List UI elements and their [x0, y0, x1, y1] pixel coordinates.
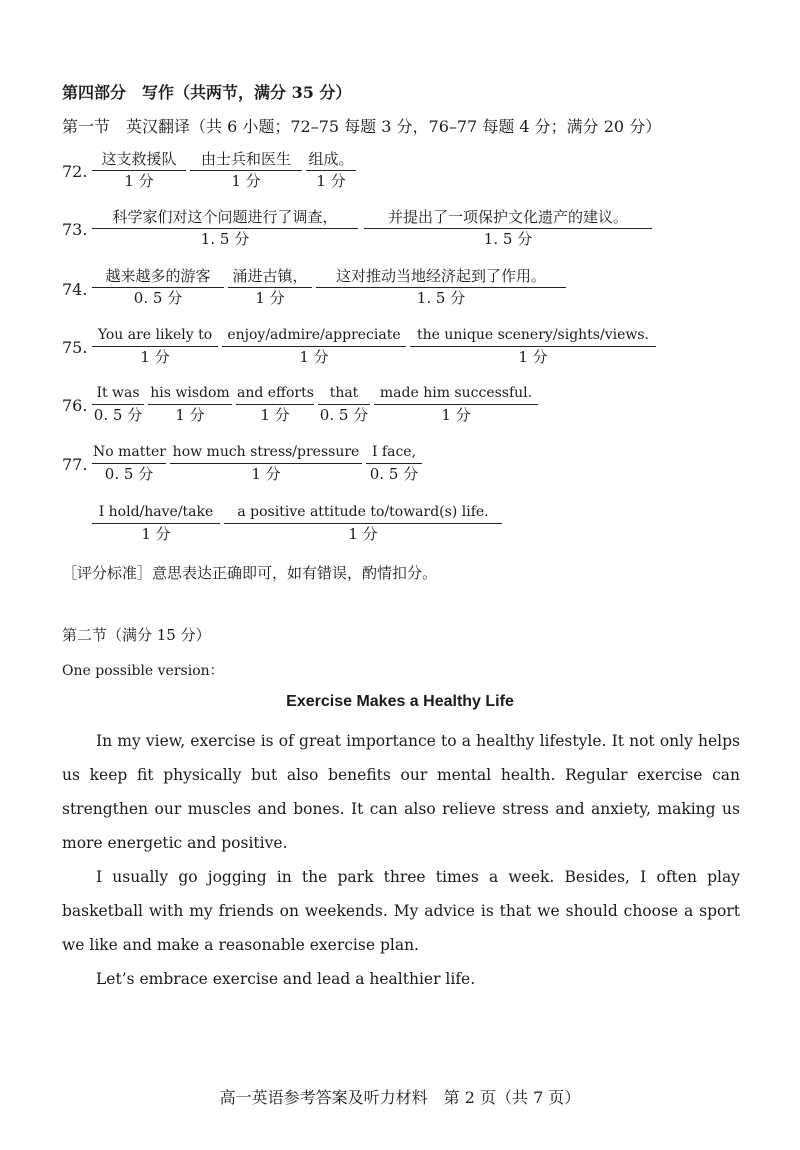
- segment-score: 0. 5 分: [369, 465, 419, 483]
- segment-score: 1 分: [124, 172, 154, 190]
- segment-score: 1. 5 分: [416, 289, 466, 307]
- segment-score: 1. 5 分: [200, 230, 250, 248]
- grading-criteria: ［评分标准］意思表达正确即可，如有错误，酌情扣分。: [62, 564, 438, 582]
- segment-score: 0. 5 分: [93, 406, 143, 424]
- question-number: 72.: [62, 162, 88, 181]
- answer-segment: [92, 443, 166, 485]
- segment-score: 1 分: [518, 348, 548, 366]
- segment-text: 这支救援队: [92, 150, 186, 171]
- segment-text: It was: [92, 384, 144, 405]
- answer-segment: [410, 326, 656, 368]
- answer-segment: [236, 384, 314, 426]
- answer-segment: [306, 150, 356, 192]
- segment-text: 越来越多的游客: [92, 267, 224, 288]
- page-footer: 高一英语参考答案及听力材料 第 2 页（共 7 页）: [219, 1088, 581, 1107]
- answer-segment: [148, 384, 232, 426]
- segment-text: I hold/have/take: [92, 503, 220, 524]
- answer-segment: [190, 150, 302, 192]
- essay-paragraph: Let’s embrace exercise and lead a healthier life.: [96, 970, 476, 988]
- question-number: 77.: [62, 455, 88, 474]
- segment-text: 由士兵和医生: [190, 150, 302, 171]
- segment-score: 1 分: [316, 172, 346, 190]
- segment-text: 组成。: [306, 150, 356, 171]
- segment-text: 涌进古镇，: [228, 267, 312, 288]
- segment-score: 1 分: [260, 406, 290, 424]
- answer-segment: [364, 208, 652, 250]
- segment-score: 1 分: [175, 406, 205, 424]
- essay-paragraph: I usually go jogging in the park three times a week. Besides, I often play basketball with my friends on weekends. My advice is that we should choose a sport we like and make a reasonable exercise plan.: [62, 868, 740, 954]
- answer-segment: [374, 384, 538, 426]
- answer-segment: [92, 150, 186, 192]
- segment-score: 1 分: [231, 172, 261, 190]
- segment-score: 1 分: [348, 525, 378, 543]
- answer-segment: [92, 326, 218, 368]
- segment-text: a positive attitude to/toward(s) life.: [224, 503, 502, 524]
- part-title: 第四部分 写作（共两节，满分 35 分）: [62, 83, 352, 102]
- section2-title: 第二节（满分 15 分）: [62, 626, 211, 644]
- answer-segment: [92, 503, 220, 545]
- answer-segment: [92, 384, 144, 426]
- essay-title: Exercise Makes a Healthy Life: [286, 693, 514, 710]
- segment-text: enjoy/admire/appreciate: [222, 326, 406, 347]
- question-number: 75.: [62, 338, 88, 357]
- question-number: 76.: [62, 396, 88, 415]
- segment-text: and efforts: [236, 384, 314, 405]
- segment-text: You are likely to: [92, 326, 218, 347]
- segment-text: I face,: [366, 443, 422, 464]
- segment-text: No matter: [92, 443, 166, 464]
- question-number: 73.: [62, 220, 88, 239]
- answer-segment: [92, 208, 358, 250]
- segment-score: 1. 5 分: [483, 230, 533, 248]
- answer-segment: [92, 267, 224, 309]
- segment-text: the unique scenery/sights/views.: [410, 326, 656, 347]
- segment-score: 1 分: [251, 465, 281, 483]
- section2-subtitle: One possible version：: [62, 663, 224, 679]
- section1-title: 第一节 英汉翻译（共 6 小题；72–75 每题 3 分，76–77 每题 4 分；满分 20 分）: [62, 117, 662, 136]
- segment-text: his wisdom: [148, 384, 232, 405]
- segment-score: 0. 5 分: [104, 465, 154, 483]
- segment-text: 这对推动当地经济起到了作用。: [316, 267, 566, 288]
- answer-segment: [318, 384, 370, 426]
- answer-segment: [224, 503, 502, 545]
- segment-score: 1 分: [140, 348, 170, 366]
- segment-score: 1 分: [299, 348, 329, 366]
- essay-paragraph: In my view, exercise is of great importance to a healthy lifestyle. It not only helps us keep fit physically but also benefits our mental health. Regular exercise can strengthen our muscles and bones. It can also relieve stress and anxiety, making us more energetic and positive.: [62, 732, 740, 852]
- essay-body: [62, 724, 740, 996]
- segment-score: 1 分: [255, 289, 285, 307]
- segment-score: 0. 5 分: [133, 289, 183, 307]
- segment-text: made him successful.: [374, 384, 538, 405]
- answer-segment: [170, 443, 362, 485]
- answer-segment: [222, 326, 406, 368]
- answer-segment: [366, 443, 422, 485]
- segment-score: 1 分: [141, 525, 171, 543]
- question-number: 74.: [62, 280, 88, 299]
- segment-text: 科学家们对这个问题进行了调查，: [92, 208, 358, 229]
- segment-score: 1 分: [441, 406, 471, 424]
- segment-score: 0. 5 分: [319, 406, 369, 424]
- answer-segment: [316, 267, 566, 309]
- answer-segment: [228, 267, 312, 309]
- segment-text: 并提出了一项保护文化遗产的建议。: [364, 208, 652, 229]
- segment-text: how much stress/pressure: [170, 443, 362, 464]
- segment-text: that: [318, 384, 370, 405]
